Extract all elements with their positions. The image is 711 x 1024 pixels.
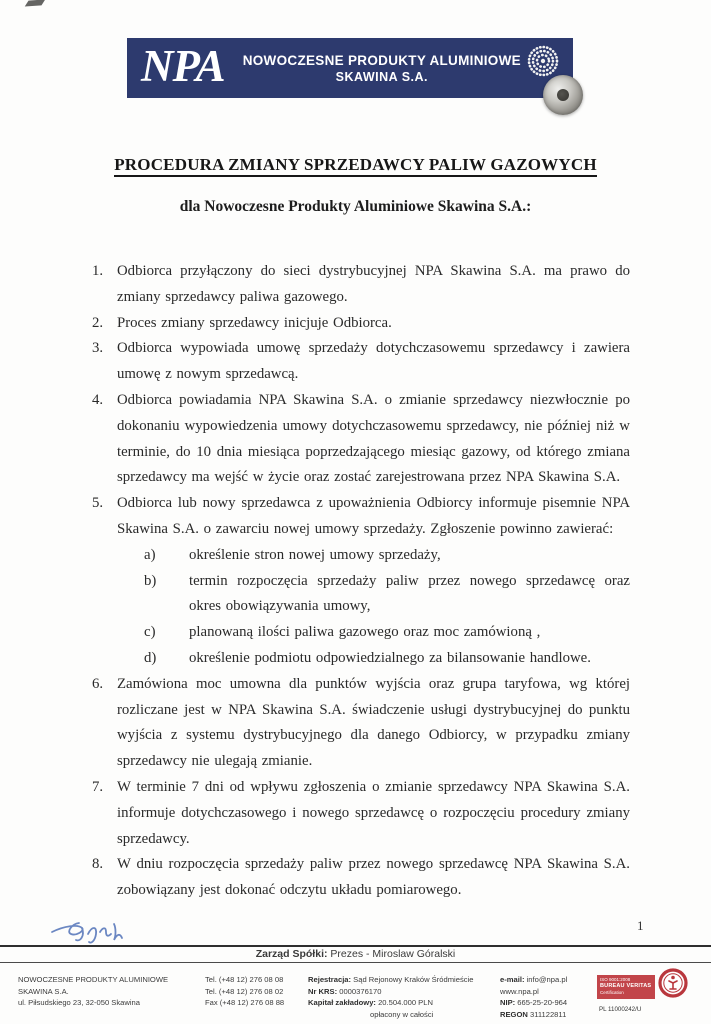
- footer-email: e-mail: info@npa.pl: [500, 975, 568, 984]
- iso-standard-label: ISO 9001:2008: [600, 976, 631, 982]
- sub-item-letter: c): [144, 624, 156, 641]
- sub-item: [117, 569, 630, 621]
- list-item: [92, 259, 630, 311]
- item-number: 8.: [92, 856, 104, 873]
- document-subtitle: dla Nowoczesne Produkty Aluminiowe Skawina S.A.:: [179, 198, 532, 215]
- footer-phone1: Tel. (+48 12) 276 08 08: [205, 975, 284, 984]
- footer-registration-column: [308, 974, 473, 1020]
- company-name-line1: NOWOCZESNE PRODUKTY ALUMINIOWE: [242, 52, 521, 68]
- sub-item-letter: a): [144, 546, 156, 563]
- board-label: Zarząd Spółki:: [255, 948, 328, 960]
- footer-company-address: ul. Piłsudskiego 23, 32-050 Skawina: [18, 998, 140, 1007]
- page-number: 1: [637, 918, 644, 933]
- certification-badge: [597, 972, 705, 1015]
- item-number: 5.: [92, 495, 104, 512]
- certification-label: Certification: [600, 989, 624, 995]
- scan-artifact-mark: [25, 0, 46, 7]
- footer-divider-bottom: [0, 962, 711, 963]
- footer-info: [0, 970, 711, 1024]
- item-text: Zamówiona moc umowna dla punktów wyjścia oraz grupa taryfowa, wg której rozliczane jest w NPA Skawina S.A. świadczenie usługi dystrybucyjnej do punktu wyjścia z systemu dystrybucyjnego dla danego Odbiorcy, w przypadku zmiany sprzedawcy nie ulegają zmianie.: [117, 675, 630, 770]
- footer-phone2: Tel. (+48 12) 276 08 02: [205, 986, 284, 996]
- procedure-list: [92, 259, 630, 904]
- item-text: Odbiorca wypowiada umowę sprzedaży dotychczasowemu sprzedawcy i zawiera umowę z nowym sprzedawcą.: [117, 340, 630, 383]
- sub-item-text: określenie podmiotu odpowiedzialnego za bilansowanie handlowe.: [189, 649, 591, 666]
- footer-company-column: [18, 974, 168, 1009]
- item-number: 2.: [92, 314, 104, 331]
- sub-item-text: określenie stron nowej umowy sprzedaży,: [189, 546, 441, 563]
- footer-nip: NIP: 665-25-20-964: [500, 998, 568, 1007]
- sub-item-text: termin rozpoczęcia sprzedaży paliw przez nowego sprzedawcę oraz okres obowiązywania umowy,: [189, 572, 630, 615]
- footer-company-name2: SKAWINA S.A.: [18, 986, 69, 996]
- footer-capital-paid: opłacony w całości: [370, 1009, 434, 1019]
- company-name-block: [231, 53, 573, 84]
- item-number: 6.: [92, 675, 104, 692]
- item-text: Proces zmiany sprzedawcy inicjuje Odbiorca.: [117, 314, 392, 331]
- item-number: 1.: [92, 263, 104, 279]
- footer-phone-column: [205, 974, 284, 1009]
- item-text: W dniu rozpoczęcia sprzedaży paliw przez nowego sprzedawcę NPA Skawina S.A. zobowiązany jest dokonać odczytu układu pomiarowego.: [117, 856, 630, 899]
- bureau-veritas-label: BUREAU VERITAS: [600, 982, 652, 989]
- item-number: 3.: [92, 340, 104, 357]
- footer-krs: Nr KRS: 0000376170: [308, 986, 382, 996]
- company-name-line2: SKAWINA S.A.: [335, 69, 429, 84]
- document-title: PROCEDURA ZMIANY SPRZEDAWCY PALIW GAZOWYCH: [0, 155, 711, 175]
- footer-website: www.npa.pl: [500, 986, 539, 996]
- list-item: [92, 491, 630, 672]
- bureau-veritas-badge: [597, 975, 655, 999]
- list-item: [92, 388, 630, 491]
- footer-divider-top: [0, 945, 711, 947]
- sub-item: [117, 620, 630, 646]
- item-text: Odbiorca lub nowy sprzedawca z upoważnienia Odbiorcy informuje pisemnie NPA Skawina S.A. o zawarciu nowej umowy sprzedaży. Zgłoszenie powinno zawierać:: [117, 495, 630, 537]
- bureau-veritas-emblem-icon: [658, 968, 688, 1002]
- board-of-directors-line: [0, 948, 711, 960]
- footer-contact-column: [500, 974, 567, 1020]
- list-item: [92, 852, 630, 904]
- footer-share-capital: Kapitał zakładowy: 20.504.000 PLN: [308, 998, 433, 1007]
- footer-regon: REGON 311122811: [500, 1009, 567, 1019]
- sub-item: [117, 646, 630, 672]
- list-item: [92, 311, 630, 337]
- item-text: W terminie 7 dni od wpływu zgłoszenia o zmianie sprzedawcy NPA Skawina S.A. informuje dotychczasowego i nowego sprzedawcę o rozpoczęciu procedury zmiany sprzedawcy.: [117, 778, 630, 847]
- sub-item: [117, 543, 630, 569]
- item-number: 4.: [92, 391, 104, 408]
- item-text: Odbiorca przyłączony do sieci dystrybucyjnej NPA Skawina S.A. ma prawo do zmiany sprzedawcy paliwa gazowego.: [117, 263, 630, 305]
- list-item: [92, 775, 630, 852]
- npa-logo-text: NPA: [141, 40, 225, 91]
- footer-company-name1: NOWOCZESNE PRODUKTY ALUMINIOWE: [18, 975, 169, 984]
- item-text: Odbiorca powiadamia NPA Skawina S.A. o zmianie sprzedawcy niezwłocznie po dokonaniu wypowiedzenia umowy dotychczasowemu sprzedawcy, nie później niż w terminie, do 10 dnia miesiąca poprzedzającego miesiąc gazowy, od którego zmiana sprzedawcy ma wejść w życie oraz zostać zarejestrowana przez NPA Skawina S.A.: [117, 391, 630, 486]
- sub-item-text: planowaną ilości paliwa gazowego oraz moc zamówioną ,: [189, 624, 541, 641]
- certificate-number: PL 11000242/U: [599, 1005, 642, 1013]
- item-number: 7.: [92, 778, 104, 795]
- sub-item-letter: b): [144, 572, 157, 589]
- list-item: [92, 336, 630, 388]
- company-logo-banner: [127, 38, 573, 98]
- footer-fax: Fax (+48 12) 276 08 88: [205, 998, 285, 1007]
- board-value: Prezes - Miroslaw Góralski: [327, 948, 456, 960]
- footer-registration-court: Rejestracja: Sąd Rejonowy Kraków Śródmieście: [308, 975, 474, 984]
- list-item: [92, 672, 630, 775]
- sub-item-letter: d): [144, 649, 157, 666]
- aluminium-coil-icon: [543, 75, 583, 115]
